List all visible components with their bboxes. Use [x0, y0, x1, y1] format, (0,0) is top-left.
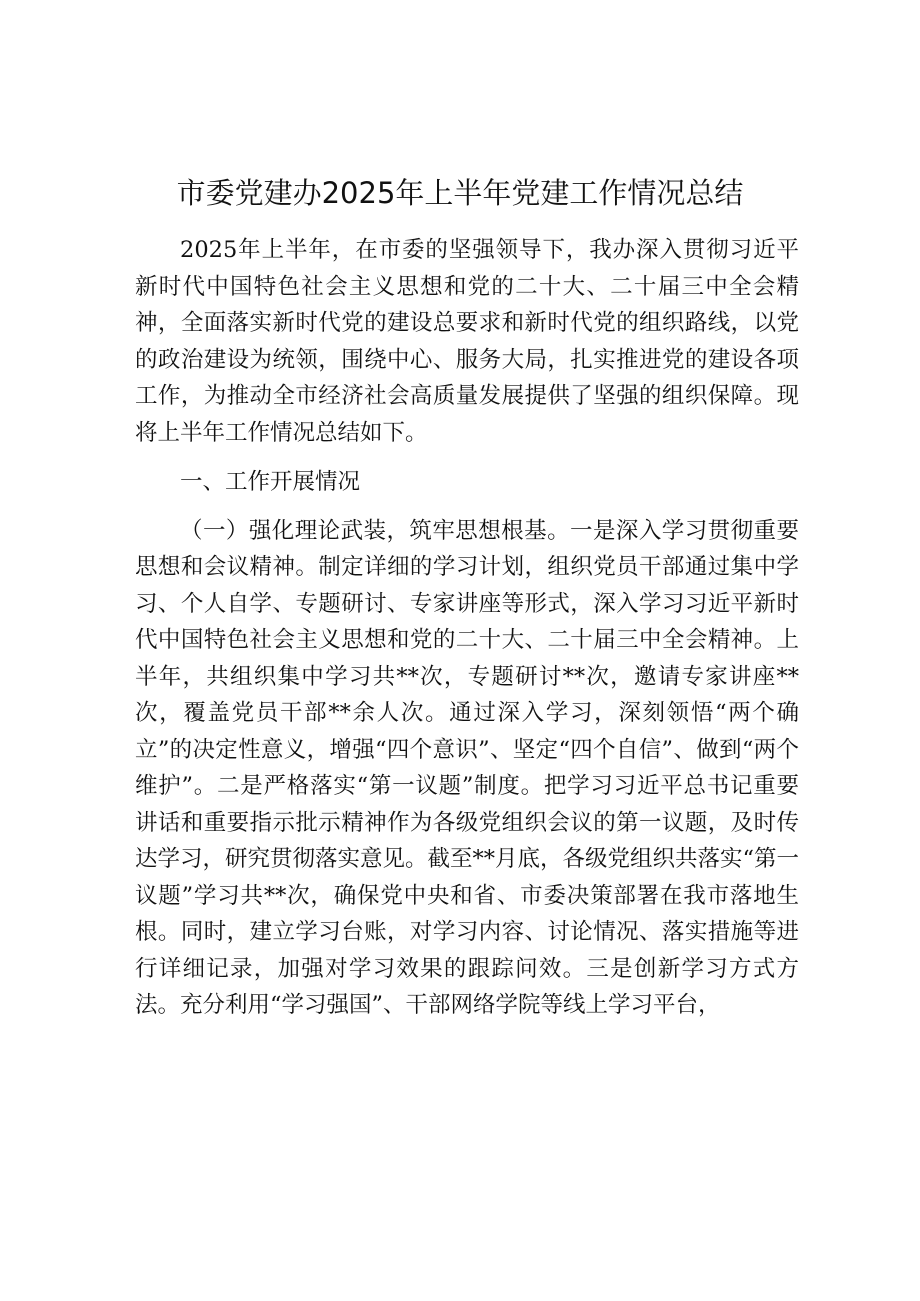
document-title: 市委党建办2025年上半年党建工作情况总结	[176, 176, 744, 210]
section-heading: 一、工作开展情况	[180, 469, 361, 495]
section-paragraph: （一）强化理论武装，筑牢思想根基。一是深入学习贯彻重要思想和会议精神。制定详细的学习计划，组织党员干部通过集中学习、个人自学、专题研讨、专家讲座等形式，深入学习习近平新时代中国特色社会主义思想和党的二十大、二十届三中全会精神。上半年，共组织集中学习共**次，专题研讨**次，邀请专家讲座**次，覆盖党员干部**余人次。通过深入学习，深刻领悟“两个确立”的决定性意义，增强“四个意识”、坚定“四个自信”、做到“两个维护”。二是严格落实“第一议题”制度。把学习习近平总书记重要讲话和重要指示批示精神作为各级党组织会议的第一议题，及时传达学习，研究贯彻落实意见。截至**月底，各级党组织共落实“第一议题”学习共**次，确保党中央和省、市委决策部署在我市落地生根。同时，建立学习台账，对学习内容、讨论情况、落实措施等进行详细记录，加强对学习效果的跟踪问效。三是创新学习方式方法。充分利用“学习强国”、干部网络学院等线上学习平台，	[135, 517, 800, 1018]
intro-paragraph: 2025年上半年，在市委的坚强领导下，我办深入贯彻习近平新时代中国特色社会主义思想和党的二十大、二十届三中全会精神，全面落实新时代党的建设总要求和新时代党的组织路线，以党的政治建设为统领，围绕中心、服务大局，扎实推进党的建设各项工作，为推动全市经济社会高质量发展提供了坚强的组织保障。现将上半年工作情况总结如下。	[135, 237, 799, 446]
document-body	[135, 232, 799, 1024]
